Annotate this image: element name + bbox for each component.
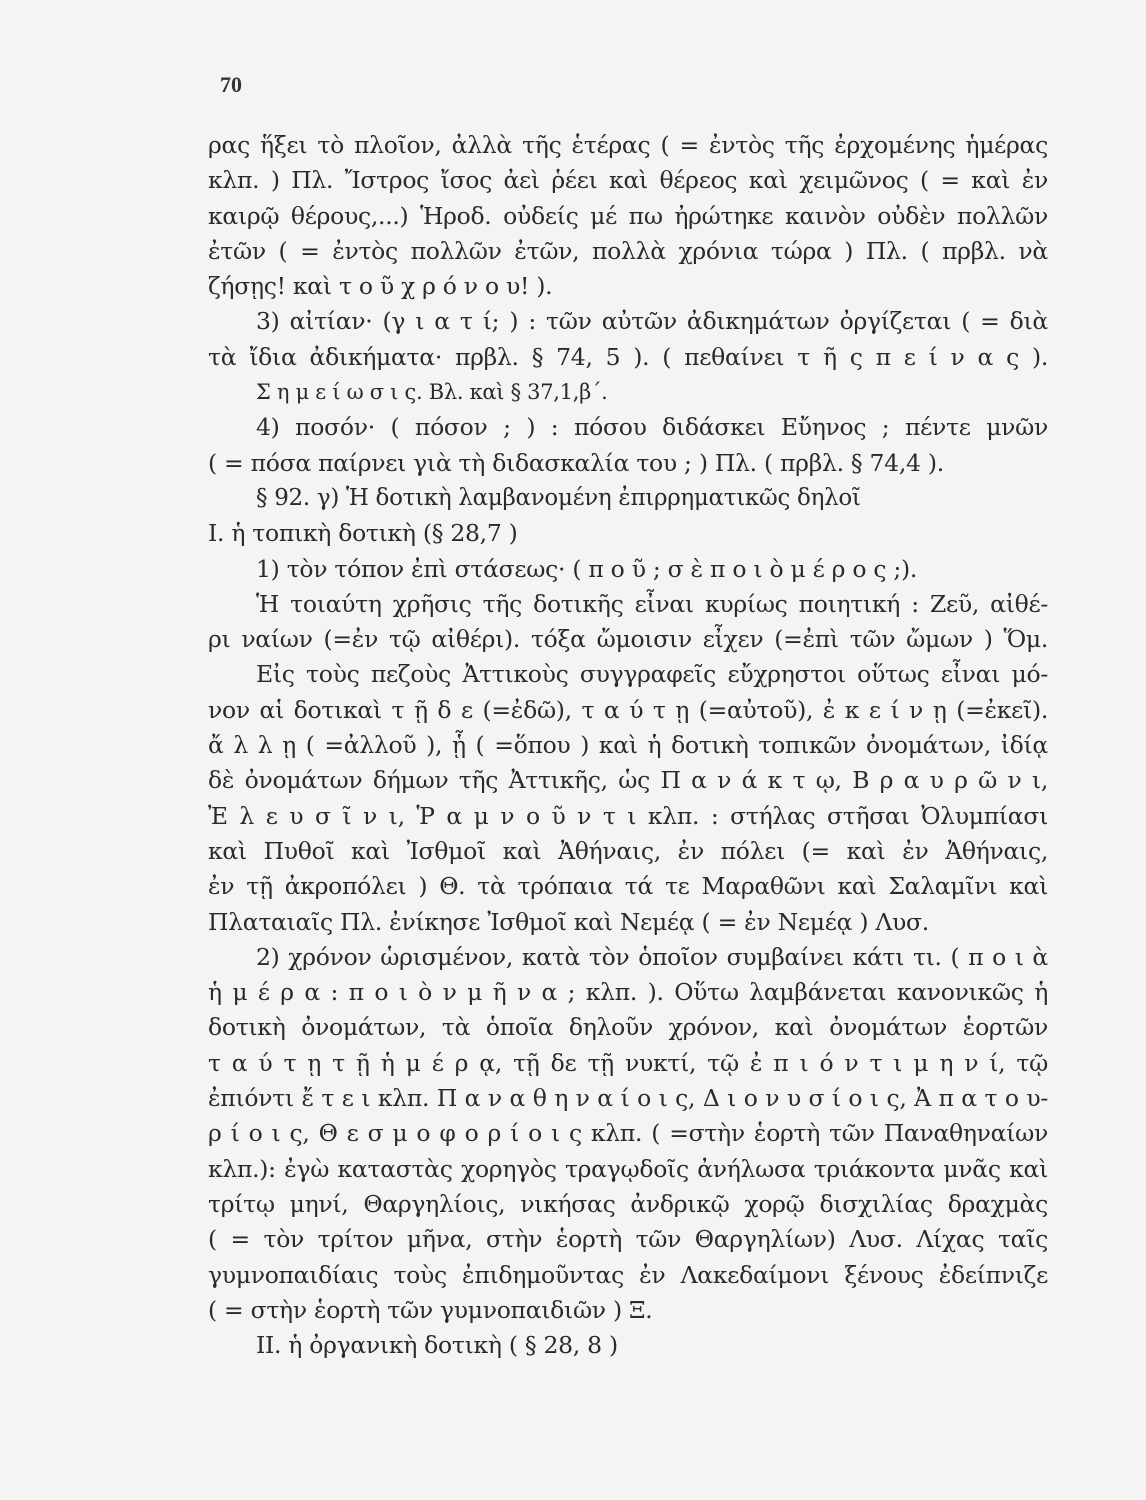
text-line: Πλαταιαῖς Πλ. ἐνίκησε Ἰσθμοῖ καὶ Νεμέᾳ ( = ἐν Νεμέᾳ ) Λυσ. — [208, 907, 929, 936]
text-line: ἄ λ λ ῃ ( =ἀλλοῦ ), ᾗ ( =ὅπου ) καὶ ἡ δοτικὴ τοπικῶν ὀνομάτων, ἰδίᾳ — [208, 731, 1048, 760]
text-line: κλπ.): ἐγὼ καταστὰς χορηγὸς τραγῳδοῖς ἀνήλωσα τριάκοντα μνᾶς καὶ — [208, 1154, 1048, 1183]
text-line: 2) χρόνον ὡρισμένον, κατὰ τὸν ὁποῖον συμβαίνει κάτι τι. ( π ο ι ὰ — [256, 942, 1048, 971]
text-line: τρίτῳ μηνί, Θαργηλίοις, νικήσας ἀνδρικῷ χορῷ δισχιλίας δραχμὰς — [208, 1189, 1048, 1218]
text-line: τ α ύ τ ῃ τ ῇ ἡ μ έ ρ ᾳ, τῇ δε τῇ νυκτί, τῷ ἐ π ι ό ν τ ι μ η ν ί, τῷ — [208, 1048, 1048, 1077]
text-line: 4) ποσόν· ( πόσον ; ) : πόσου διδάσκει Εὔηνος ; πέντε μνῶν — [256, 413, 1048, 442]
text-line: ρι ναίων (=ἐν τῷ αἰθέρι). τόξα ὤμοισιν εἶχεν (=ἐπὶ τῶν ὤμων ) Ὅμ. — [208, 625, 1048, 654]
text-line: 1) τὸν τόπον ἐπὶ στάσεως· ( π ο ῦ ; σ ὲ π ο ι ὸ μ έ ρ ο ς ;). — [256, 554, 918, 583]
text-line: ἐτῶν ( = ἐντὸς πολλῶν ἐτῶν, πολλὰ χρόνια τώρα ) Πλ. ( πρβλ. νὰ — [208, 236, 1048, 265]
text-line: ( = πόσα παίρνει γιὰ τὴ διδασκαλία του ; ) Πλ. ( πρβλ. § 74,4 ). — [208, 448, 944, 477]
subsection-heading: Ι. ἡ τοπικὴ δοτικὴ (§ 28,7 ) — [208, 519, 518, 548]
subsection-heading: ΙΙ. ἡ ὀργανικὴ δοτικὴ ( § 28, 8 ) — [256, 1331, 618, 1360]
page-number: 70 — [220, 72, 242, 97]
text-line: ρ ί ο ι ς, Θ ε σ μ ο φ ο ρ ί ο ι ς κλπ. ( =στὴν ἑορτὴ τῶν Παναθηναίων — [208, 1119, 1048, 1148]
body-text — [208, 128, 1048, 1363]
text-line: Ἐ λ ε υ σ ῖ ν ι, Ῥ α μ ν ο ῦ ν τ ι κλπ. : στήλας στῆσαι Ὀλυμπίασι — [208, 801, 1048, 830]
text-line: νον αἱ δοτικαὶ τ ῇ δ ε (=ἐδῶ), τ α ύ τ ῃ (=αὐτοῦ), ἐ κ ε ί ν ῃ (=ἐκεῖ). — [208, 695, 1048, 724]
text-line: ( = στὴν ἑορτὴ τῶν γυμνοπαιδιῶν ) Ξ. — [208, 1295, 653, 1324]
note-line: Σ η μ ε ί ω σ ι ς. Βλ. καὶ § 37,1,β΄. — [256, 380, 608, 405]
text-line: ρας ἥξει τὸ πλοῖον, ἀλλὰ τῆς ἑτέρας ( = ἐντὸς τῆς ἐρχομένης ἡμέρας — [208, 131, 1048, 159]
text-line: καιρῷ θέρους,...) Ἡροδ. οὐδείς μέ πω ἠρώτηκε καινὸν οὐδὲν πολλῶν — [208, 201, 1048, 230]
text-line: καὶ Πυθοῖ καὶ Ἰσθμοῖ καὶ Ἀθήναις, ἐν πόλει (= καὶ ἐν Ἀθήναις, — [208, 836, 1048, 865]
text-line: κλπ. ) Πλ. Ἴστρος ἴσος ἀεὶ ῥέει καὶ θέρεος καὶ χειμῶνος ( = καὶ ἐν — [208, 166, 1048, 195]
text-line: τὰ ἴδια ἀδικήματα· πρβλ. § 74, 5 ). ( πεθαίνει τ ῆ ς π ε ί ν α ς ). — [208, 342, 1048, 371]
text-line: 3) αἰτίαν· (γ ι α τ ί; ) : τῶν αὐτῶν ἀδικημάτων ὀργίζεται ( = διὰ — [256, 307, 1048, 336]
text-line: γυμνοπαιδίαις τοὺς ἐπιδημοῦντας ἐν Λακεδαίμονι ξένους ἐδείπνιζε — [208, 1260, 1048, 1289]
text-line: ἐπιόντι ἔ τ ε ι κλπ. Π α ν α θ η ν α ί ο ι ς, Δ ι ο ν υ σ ί ο ι ς, Ἀ π α τ ο υ- — [208, 1084, 1048, 1113]
text-line: ( = τὸν τρίτον μῆνα, στὴν ἑορτὴ τῶν Θαργηλίων) Λυσ. Λίχας ταῖς — [208, 1225, 1048, 1254]
text-line: ζήσῃς! καὶ τ ο ῦ χ ρ ό ν ο υ! ). — [208, 272, 553, 301]
text-line: Εἰς τοὺς πεζοὺς Ἀττικοὺς συγγραφεῖς εὔχρηστοι οὕτως εἶναι μό- — [256, 660, 1048, 689]
text-line: ἡ μ έ ρ α : π ο ι ὸ ν μ ῆ ν α ; κλπ. ). Οὕτω λαμβάνεται κανονικῶς ἡ — [208, 978, 1048, 1007]
text-line: ἐν τῇ ἀκροπόλει ) Θ. τὰ τρόπαια τά τε Μαραθῶνι καὶ Σαλαμῖνι καὶ — [208, 872, 1048, 901]
section-heading: § 92. γ) Ἡ δοτικὴ λαμβανομένη ἐπιρρηματικῶς δηλοῖ — [256, 484, 861, 511]
text-line: δὲ ὀνομάτων δήμων τῆς Ἀττικῆς, ὡς Π α ν ά κ τ ῳ, Β ρ α υ ρ ῶ ν ι, — [208, 766, 1048, 795]
text-line: Ἡ τοιαύτη χρῆσις τῆς δοτικῆς εἶναι κυρίως ποιητική : Ζεῦ, αἰθέ- — [256, 589, 1048, 618]
text-line: δοτικὴ ὀνομάτων, τὰ ὁποῖα δηλοῦν χρόνον, καὶ ὀνομάτων ἑορτῶν — [208, 1013, 1048, 1042]
